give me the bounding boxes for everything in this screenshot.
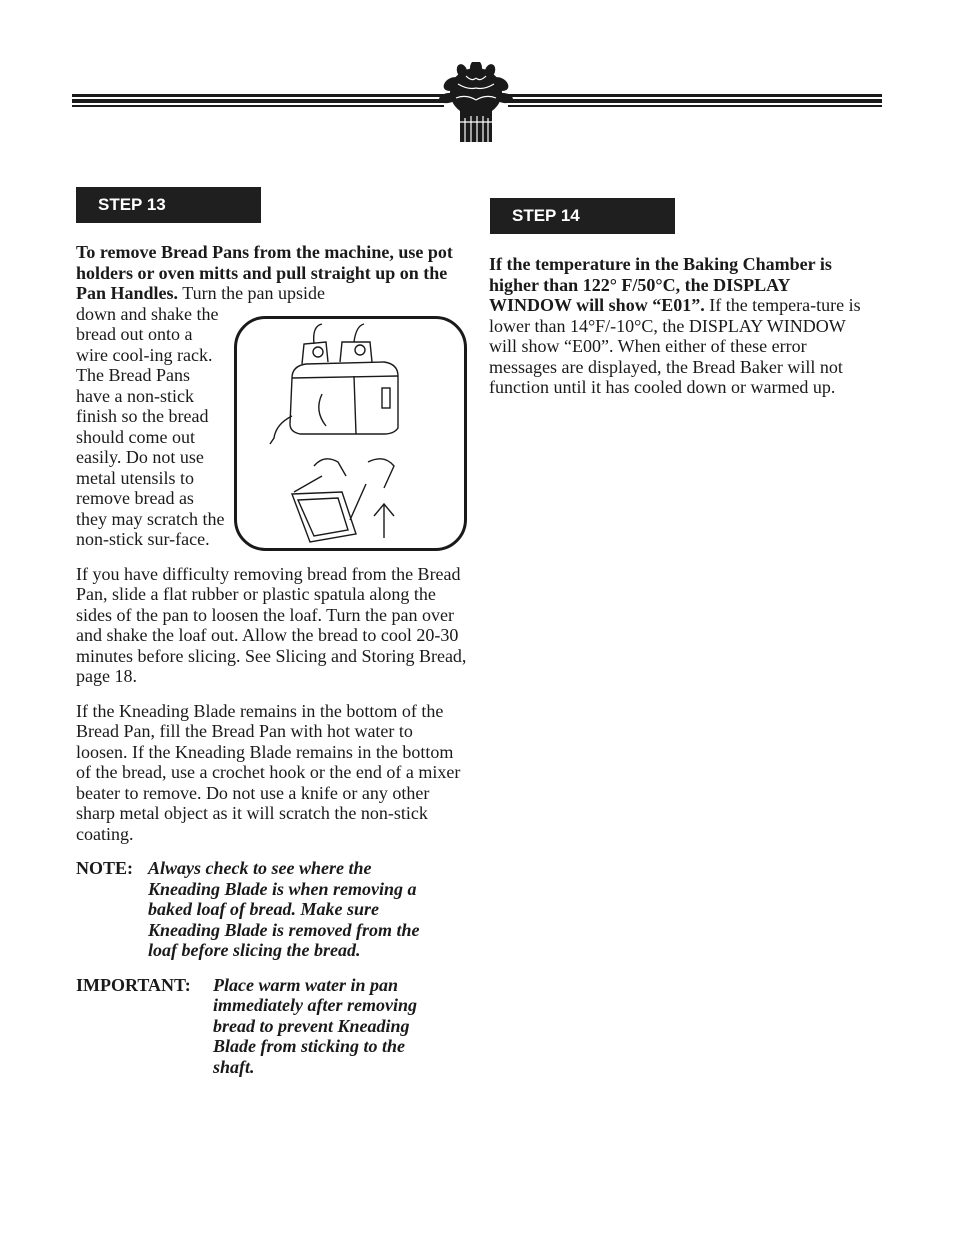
step-14-label: STEP 14 [490, 198, 675, 234]
header-rule-right [508, 94, 882, 108]
important-text: Place warm water in pan immediately after removing bread to prevent Kneading Blade from sticking to the shaft. [213, 974, 417, 1077]
bread-pan-removal-illustration [234, 316, 467, 551]
wheat-sheaf-icon [438, 62, 514, 146]
important-block [76, 975, 468, 1078]
step-13-intro [76, 242, 468, 304]
header-rule-left [72, 94, 444, 108]
step-14-intro-rest: If the tempera-ture is lower than 14°F/-10°C, the DISPLAY WINDOW will show “E00”. When either of these error messages are displayed, the Bread Baker will not function until it has cooled down or warmed up. [489, 295, 861, 397]
step-14-content [489, 254, 874, 398]
step-13-paragraph-2: If you have difficulty removing bread from the Bread Pan, slide a flat rubber or plastic spatula along the sides of the pan to loosen the loaf. Turn the pan over and shake the loaf out. Allow the bread to cool 20-30 minutes before slicing. See Slicing and Storing Bread, page 18. [76, 563, 467, 686]
note-block [76, 858, 468, 961]
step-13-intro-bold: To remove Bread Pans from the machine, use pot holders or oven mitts and pull straight up on the Pan Handles. [76, 242, 453, 303]
step-13-intro-rest: Turn the pan upside [178, 283, 326, 303]
note-label: NOTE: [76, 858, 134, 878]
important-label: IMPORTANT: [76, 974, 191, 995]
step-14-intro-bold: If the temperature in the Baking Chamber is higher than 122° F/50°C, the DISPLAY WINDOW will show “E01”. [489, 254, 832, 315]
note-text: Always check to see where the Kneading Blade is when removing a baked loaf of bread. Make sure Kneading Blade is removed from the loaf before slicing the bread. [148, 858, 420, 960]
step-13-paragraph-3: If the Kneading Blade remains in the bottom of the Bread Pan, fill the Bread Pan with hot water to loosen. If the Kneading Blade remains in the bottom of the bread, use a crochet hook or the end of a mixer beater to remove. Do not use a knife or any other sharp metal object as it will scratch the non-stick coating. [76, 700, 461, 844]
step-13-label: STEP 13 [76, 187, 261, 223]
step-13-wrap-text: down and shake the bread out onto a wire cool-ing rack. The Bread Pans have a non-stick finish so the bread should come out easily. Do not use metal utensils to remove bread as they may scratch the non-stick sur-face. [76, 303, 225, 549]
